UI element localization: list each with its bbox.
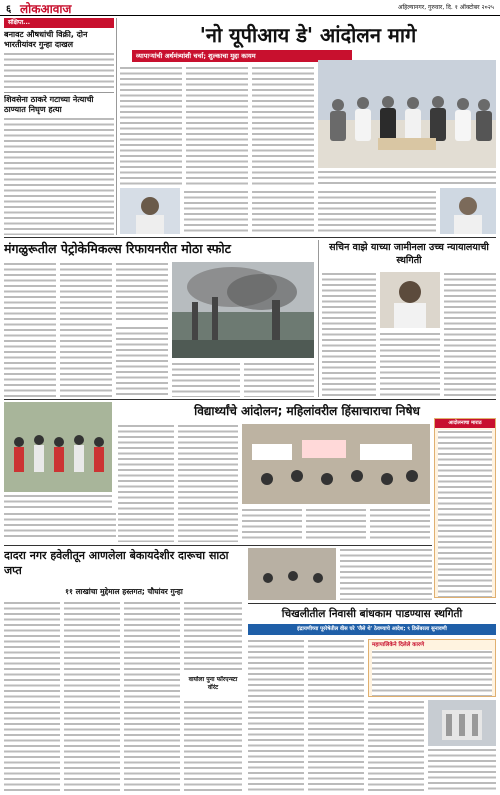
column-rule (318, 240, 319, 397)
liquor-story-title-wrap (4, 548, 244, 588)
lead-body-col-5 (318, 190, 436, 234)
lead-story-title-wrap (120, 22, 496, 48)
masthead-logo: लोकआवाज (20, 2, 72, 16)
demolition-box-body (372, 650, 492, 696)
refinery-body-col-4 (116, 326, 168, 397)
students-body-col-4 (306, 508, 366, 542)
sidebar-title: आदोलनाचा माराठ (435, 419, 495, 428)
students-body-col-1 (118, 424, 174, 542)
moneylaundering-title-wrap (184, 676, 242, 698)
demolition-box (368, 639, 496, 697)
liquor-body-col-3 (124, 601, 180, 791)
refinery-photo (172, 262, 314, 358)
lead-body-col-3 (252, 66, 314, 186)
bail-story-title-wrap (322, 241, 496, 269)
lead-photo-meeting (318, 60, 496, 168)
protest-photo-2 (248, 548, 336, 600)
moneylaundering-headline: वायोला पुना फॉरएन्स्टा वॉरंट (188, 676, 238, 691)
refinery-body-col-2 (60, 262, 112, 397)
refinery-story-title-wrap (4, 240, 314, 258)
liquor-body-col-4 (184, 601, 242, 673)
brief-1-body (4, 52, 114, 90)
vaze-photo (380, 272, 440, 328)
brief-1-headline: बनावट औषधांची विक्री, दोन भारतीयांवर गुन्हा दाखल (4, 30, 88, 49)
demolition-body-col-3 (368, 700, 424, 791)
lead-body-col-4 (252, 190, 314, 234)
brief-story-2 (4, 95, 114, 235)
demolition-body-col-1 (248, 639, 304, 791)
brief-2-headline: शिवसेना ठाकरे गटाच्या नेत्याची ठाण्यात निघृण हत्या (4, 95, 94, 114)
brief-story-1 (4, 30, 114, 90)
protest-2-body (340, 548, 432, 600)
liquor-body-top (4, 512, 116, 540)
meeting-photo-graphic (318, 60, 496, 168)
lead-headline: 'नो यूपीआय डे' आंदोलन मागे (199, 23, 417, 47)
demolition-box-title: महापालिकेने दिलेले कारणे (372, 642, 425, 648)
demolition-headline: चिखलीतील निवासी बांधकाम पाडण्यास स्थगिती (281, 608, 463, 620)
lead-body-col-2 (186, 66, 248, 186)
lead-photo-2 (120, 188, 180, 234)
brief-2-body (4, 117, 114, 235)
refinery-body-col-1 (4, 262, 56, 397)
issue-date: अहिल्यानगर, गुरुवार, दि. १ ऑक्टोबर २०२५ (397, 4, 494, 11)
lead-body-col-6 (184, 190, 248, 234)
moneylaundering-body (184, 700, 242, 791)
students-protest-photo (242, 424, 430, 504)
lead-kicker: व्यापाऱ्यांची अर्थमंत्र्यांशी चर्चा; शुल्काचा मुद्दा कायम (136, 52, 256, 60)
refinery-body-col-6 (244, 362, 314, 397)
page-header (0, 0, 500, 16)
divider (4, 92, 114, 93)
bail-body-col-3 (444, 272, 496, 396)
liquor-subtitle-wrap (4, 586, 244, 598)
refinery-graphic (172, 262, 314, 358)
page-number: ६ (6, 4, 12, 15)
small-photo (440, 188, 496, 234)
section-divider (4, 237, 496, 238)
demolition-title-wrap (248, 606, 496, 622)
refinery-body-col-3 (116, 262, 168, 322)
court-photo (428, 700, 496, 746)
column-rule (116, 18, 117, 235)
briefs-label: संक्षिप्त... (4, 18, 114, 28)
section-divider (4, 545, 432, 546)
refinery-headline: मंगळुरूतील पेट्रोकेमिकल्स रिफायनरीत मोठा स्फोट (4, 241, 231, 256)
bail-headline: सचिन वाझे याच्या जामीनला उच्च न्यायालयाची स्थगिती (329, 242, 489, 266)
protest-photo-left (4, 402, 112, 492)
section-divider (4, 399, 496, 400)
refinery-body-col-5 (172, 362, 240, 397)
demolition-body-col-4 (428, 748, 496, 791)
students-body-col-5 (370, 508, 430, 542)
sidebar-box (434, 418, 496, 598)
protest-left-caption (4, 494, 112, 508)
sidebar-body (438, 430, 492, 598)
liquor-body-col-1 (4, 601, 60, 791)
liquor-subtitle: ११ लाखांचा मुद्देमाल हस्तगत; चौघांवर गुन्हा (65, 587, 183, 596)
section-divider (248, 603, 496, 604)
demolition-body-col-2 (308, 639, 364, 791)
students-body-col-2 (178, 424, 238, 542)
liquor-body-col-2 (64, 601, 120, 791)
students-body-col-3 (242, 508, 302, 542)
bail-body-col-2 (380, 332, 440, 396)
lead-body-col-1 (120, 66, 182, 186)
demolition-kicker: इंद्रायणीच्या पूररेषेतील वीस घरे 'जैसे थे' ठेवण्याचे आदेश; ९ डिसेंबरला सुनावणी (297, 626, 447, 632)
lead-photo-caption (318, 170, 496, 184)
students-headline: विद्यार्थ्यांचे आंदोलन; महिलांवरील हिंसाचाराचा निषेध (194, 404, 420, 418)
demolition-kicker-bar (248, 624, 496, 635)
bail-body-col-1 (322, 272, 376, 396)
liquor-headline: दादरा नगर हवेलीतून आणलेला बेकायदेशीर दारूचा साठा जप्त (4, 549, 229, 577)
